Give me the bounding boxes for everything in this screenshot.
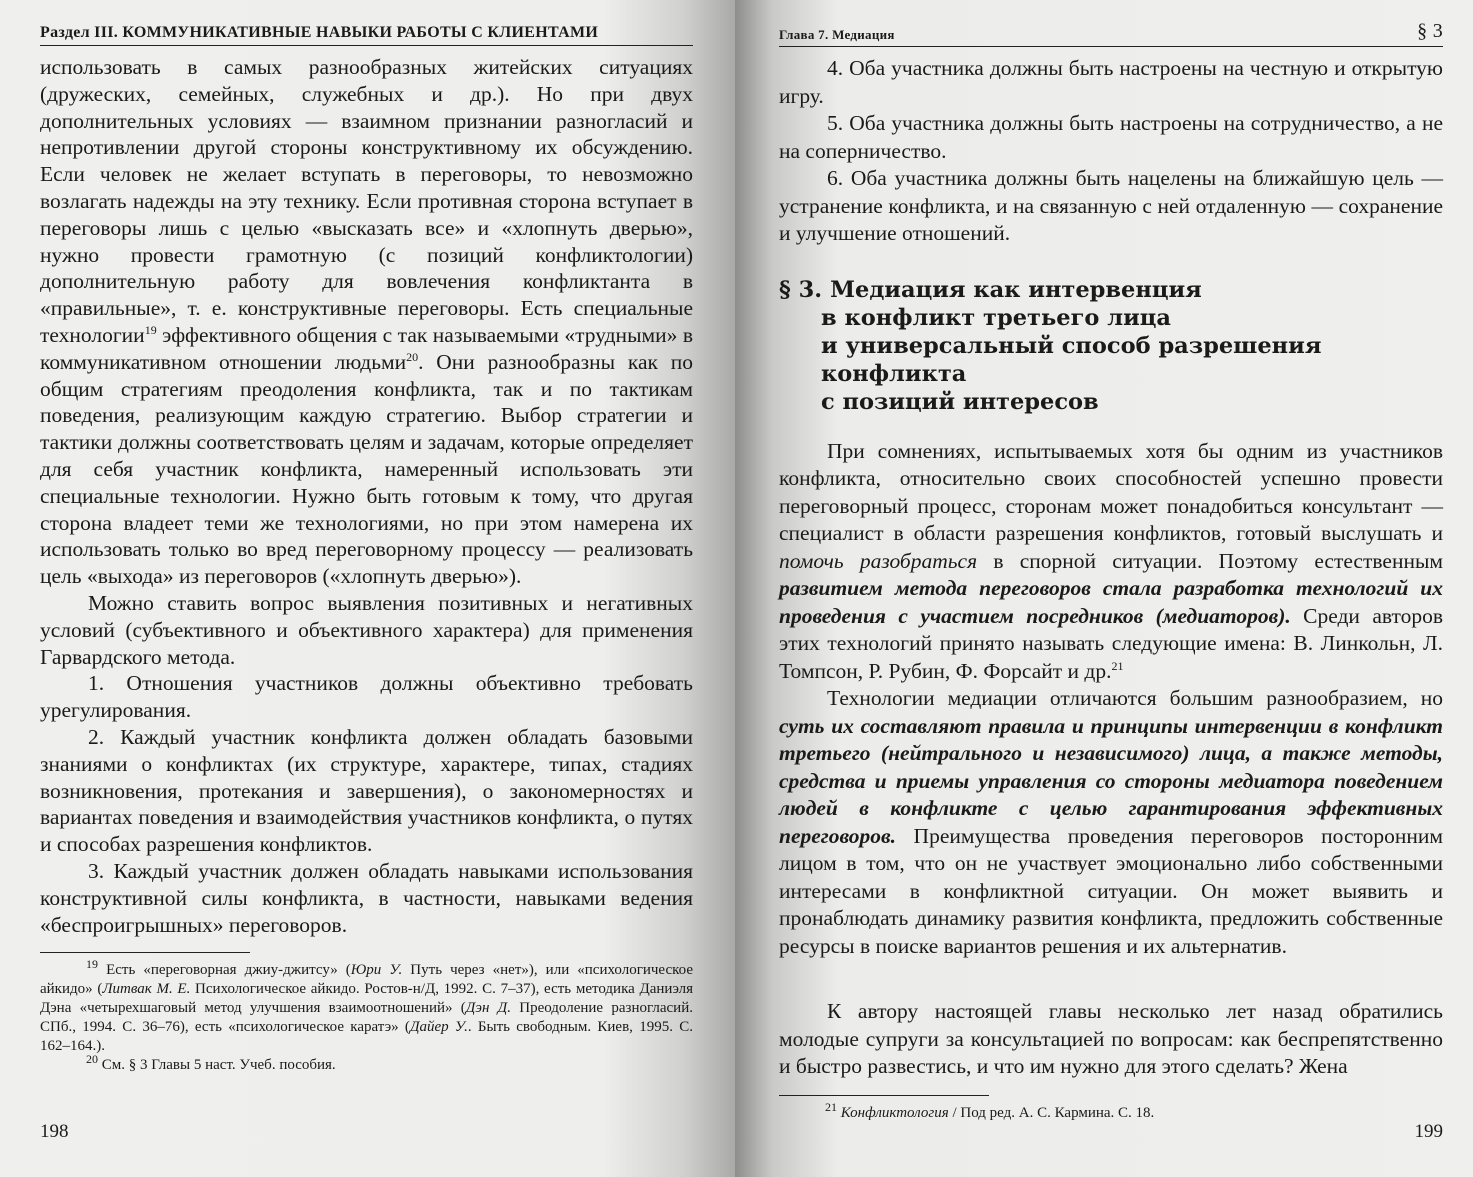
author-name: Дэн Д.: [465, 1000, 511, 1017]
emphasis-text: развитием метода переговоров стала разработка технологий их проведения с участием посредников (медиаторов).: [779, 576, 1443, 628]
footnote-number: 21: [825, 1099, 837, 1114]
text-run: использовать в самых разнообразных житейских ситуациях (дружеских, семейных, служебных и др.). Но при двух дополнительных условиях — взаимном признании разногласий и непротивлении другой стороны конструктивному их обсуждению. Если человек не желает вступать в переговоры, то невозможно возлагать надежды на эту технику. Если противная сторона вступает в переговоры лишь с целью «высказать все» и «хлопнуть дверью», нужно провести грамотную (с позиций конфликтологии) дополнительную работу для вовлечения конфликтанта в «правильные», т. е. конструктивные переговоры. Есть специальные технологии: [40, 55, 693, 347]
list-item: 5. Оба участника должны быть настроены на сотрудничество, а не на соперничество.: [779, 111, 1443, 163]
text-run: При сомнениях, испытываемых хотя бы одним из участников конфликта, относительно своих способностей успешно провести переговорный процесс, сторонам может понадобиться консультант — специалист в области разрешения конфликтов, готовый выслушать и: [779, 438, 1443, 545]
text-run: Преодоление разногласий. СПб., 1994. С. 36–76), есть «психологическое каратэ» (: [40, 1000, 693, 1036]
text-run: . Быть свободным. Киев, 1995. С. 162–164.).: [40, 1019, 693, 1055]
author-name: Литвак М. Е.: [102, 981, 191, 998]
book-title: Конфликтология: [840, 1104, 949, 1121]
footnote-number: 19: [86, 957, 98, 972]
heading-line: [779, 276, 1443, 304]
heading-line: с позиций интересов: [821, 388, 1099, 415]
list-item: 4. Оба участника должны быть настроены на честную и открытую игру.: [779, 56, 1443, 108]
footnote-ref: 19: [144, 322, 157, 337]
paragraph: Можно ставить вопрос выявления позитивных и негативных условий (субъективного и объективного характера) для применения Гарвардского метода.: [40, 590, 693, 669]
footnote-ref: 21: [1111, 658, 1124, 673]
right-page: [735, 0, 1473, 1177]
footnote-number: 20: [86, 1052, 98, 1067]
heading-line: в конфликт третьего лица: [821, 304, 1171, 331]
running-head-text: Раздел III. КОММУНИКАТИВНЫЕ НАВЫКИ РАБОТЫ С КЛИЕНТАМИ: [40, 24, 599, 41]
footnote: [779, 1099, 1443, 1123]
text-run: Среди авторов этих технологий принято называть следующие имена: В. Линкольн, Л. Томпсон, Р. Рубин, Ф. Форсайт и др.: [779, 603, 1444, 683]
footnote: [40, 957, 693, 1056]
section-heading: [779, 276, 1443, 416]
case-paragraph: К автору настоящей главы несколько лет назад обратились молодые супруги за консультацией по вопросам: как беспрепятственно и быстро развестись, и что им нужно для этого сделать? Жена: [779, 999, 1443, 1078]
running-head-text: Глава 7. Медиация: [779, 27, 895, 42]
footnote: [40, 1052, 693, 1075]
text-run: / Под ред. А. С. Кармина. С. 18.: [948, 1104, 1155, 1121]
footnote-ref: 20: [406, 349, 419, 364]
spacer: [779, 960, 1443, 998]
section-mark: § 3: [1417, 20, 1443, 42]
running-head: [779, 20, 1443, 47]
paragraph: [779, 685, 1443, 960]
text-run: Преимущества проведения переговоров посторонним лицом в том, что он не участвует эмоционально либо собственными интересами в конфликтной ситуации. Он может выявить и пронаблюдать динамику развития конфликта, предложить собственные ресурсы в поиске вариантов решения и их альтернатив.: [779, 823, 1443, 958]
running-head: [40, 24, 693, 46]
paragraph: [779, 438, 1443, 686]
text-run: Путь через «нет»), или «психологическое айкидо» (: [40, 962, 693, 998]
text-run: Есть «переговорная джиу-джитсу» (: [98, 962, 351, 979]
page-number: 199: [1414, 1121, 1443, 1142]
list-item: 3. Каждый участник должен обладать навыками использования конструктивной силы конфликта, в частности, навыками ведения «беспроигрышных» переговоров.: [40, 858, 693, 937]
author-name: Юри У.: [350, 962, 403, 979]
left-page: [0, 0, 735, 1177]
heading-line: и универсальный способ разрешения конфликта: [821, 332, 1322, 387]
heading-text: Медиация как интервенция: [830, 276, 1202, 303]
text-run: . Они разнообразны как по общим стратегиям преодоления конфликта, так и по тактикам поведения, реализующим каждую стратегию. Выбор стратегии и тактики должны соответствовать целям и задачам, которые определяет для себя участник конфликта, намеренный использовать эти специальные технологии. Нужно быть готовым к тому, что другая сторона владеет теми же технологиями, но при этом намерена их использовать только во вред переговорному процессу — реализовать цель «выхода» из переговоров («хлопнуть дверью»).: [40, 349, 693, 589]
footnote-divider: [40, 952, 250, 953]
footnote-divider: [779, 1095, 989, 1096]
text-run: эффективного общения с так называемыми «трудными» в коммуникативном отношении людьми: [40, 322, 693, 374]
text-run: Психологическое айкидо. Ростов-н/Д, 1992. С. 7–37), есть методика Даниэля Дэна «четырехшаговый метод улучшения взаимоотношений» (: [40, 981, 693, 1017]
text-run: в спорной ситуации. Поэтому естественным: [977, 548, 1444, 573]
text-run: Технологии медиации отличаются большим разнообразием, но: [827, 686, 1443, 710]
italic-text: помочь разобраться: [779, 548, 978, 573]
page-number: 198: [40, 1121, 69, 1142]
author-name: Дайер У.: [409, 1019, 468, 1036]
text-run: См. § 3 Главы 5 наст. Учеб. пособия.: [98, 1057, 336, 1074]
emphasis-text: суть их составляют правила и принципы интервенции в конфликт третьего (нейтрального и независимого) лица, а также методы, средства и приемы управления со стороны медиатора поведением людей в конфликте с целью гарантирования эффективных переговоров.: [779, 713, 1443, 848]
list-item: 1. Отношения участников должны объективно требовать урегулирования.: [40, 671, 693, 723]
list-item: 6. Оба участника должны быть нацелены на ближайшую цель — устранение конфликта, и на связанную с ней отдаленную — сохранение и улучшение отношений.: [779, 166, 1443, 245]
paragraph: [40, 54, 693, 590]
section-sign: § 3.: [779, 276, 823, 303]
list-item: 2. Каждый участник конфликта должен обладать базовыми знаниями о конфликтах (их структуре, характере, типах, стадиях возникновения, протекания и завершения), о закономерностях и вариантах поведения и взаимодействия участников конфликта, о путях и способах разрешения конфликтов.: [40, 724, 693, 857]
